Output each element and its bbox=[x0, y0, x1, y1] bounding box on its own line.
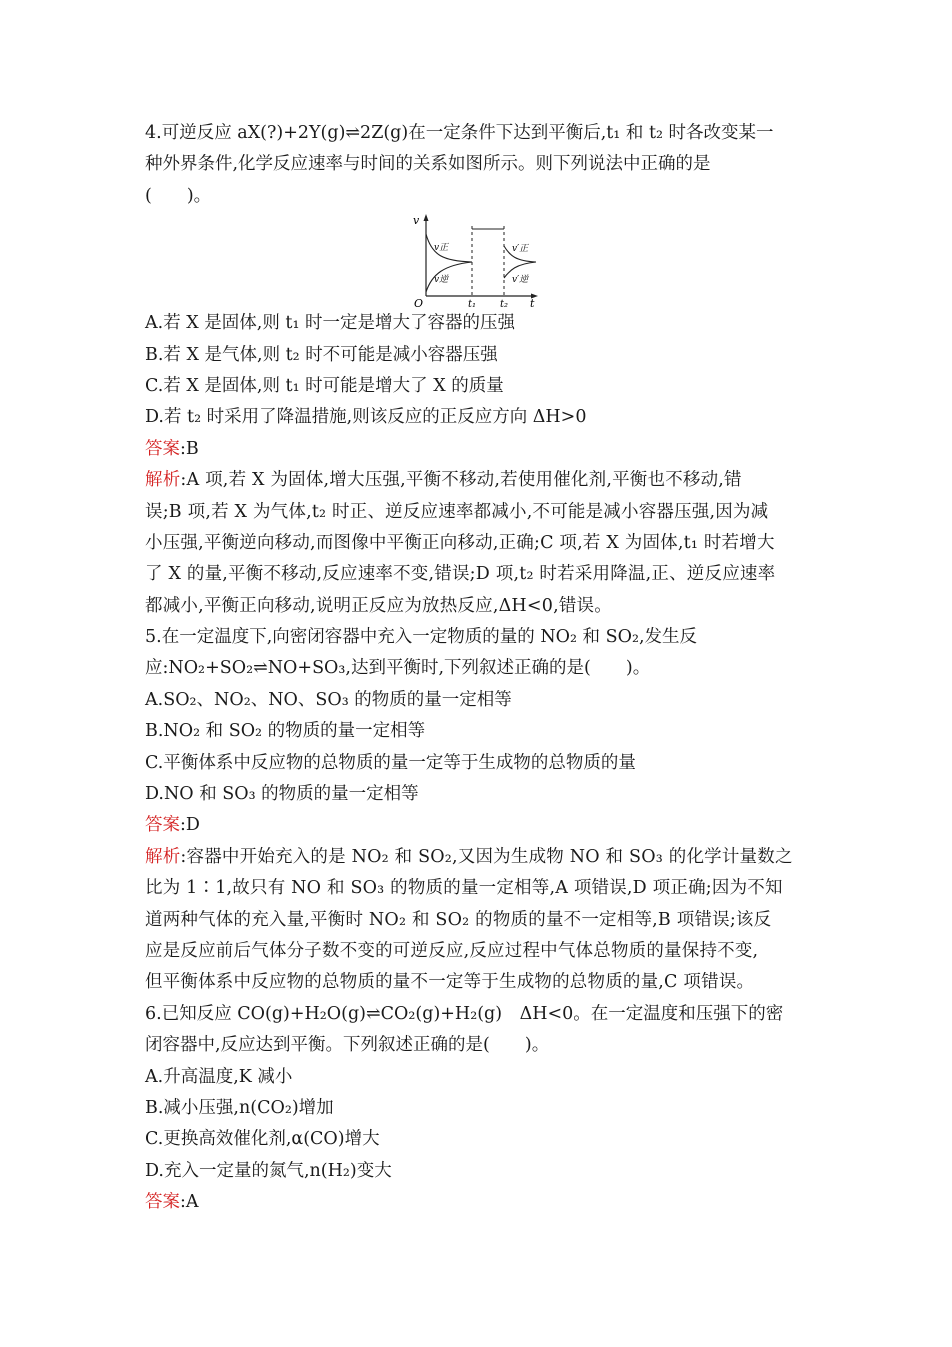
x-axis-label: t bbox=[530, 297, 535, 309]
v-forward-prime-label: v′正 bbox=[512, 244, 529, 255]
q5-stem-line-2: 应:NO₂+SO₂⇌NO+SO₃,达到平衡时,下列叙述正确的是( )。 bbox=[145, 658, 651, 679]
q5-explanation-line-4: 应是反应前后气体分子数不变的可逆反应,反应过程中气体总物质的量保持不变, bbox=[145, 940, 759, 961]
answer-value: :D bbox=[180, 815, 200, 836]
q4-stem-line-1: 4.可逆反应 aX(?)+2Y(g)⇌2Z(g)在一定条件下达到平衡后,t₁ 和 t₂ 时各改变某一 bbox=[145, 123, 774, 143]
q5-answer bbox=[145, 810, 810, 841]
q4-option-b: B.若 X 是气体,则 t₂ 时不可能是减小容器压强 bbox=[145, 344, 498, 365]
rate-time-graph-svg bbox=[410, 212, 540, 308]
q4-explanation-line-5: 都减小,平衡正向移动,说明正反应为放热反应,ΔH<0,错误。 bbox=[145, 595, 612, 616]
q6-option-b: B.减小压强,n(CO₂)增加 bbox=[145, 1097, 334, 1118]
q6-option-a: A.升高温度,K 减小 bbox=[145, 1066, 293, 1087]
v-forward-curve bbox=[426, 234, 472, 262]
q4-explanation-line-4: 了 X 的量,平衡不移动,反应速率不变,错误;D 项,t₂ 时若采用降温,正、逆反应速率 bbox=[145, 564, 776, 585]
origin-label: O bbox=[414, 297, 424, 309]
q4-option-a: A.若 X 是固体,则 t₁ 时一定是增大了容器的压强 bbox=[145, 313, 516, 334]
explanation-text: :容器中开始充入的是 NO₂ 和 SO₂,又因为生成物 NO 和 SO₃ 的化学计量数之 bbox=[180, 846, 793, 867]
answer-value: :A bbox=[180, 1192, 199, 1213]
document-page bbox=[145, 118, 810, 1219]
v-forward-label: v正 bbox=[434, 243, 449, 254]
rate-time-graph bbox=[145, 212, 810, 308]
answer-label: 答案 bbox=[145, 1192, 180, 1213]
q4-option-d: D.若 t₂ 时采用了降温措施,则该反应的正反应方向 ΔH>0 bbox=[145, 407, 587, 428]
q4-explanation-line-1 bbox=[145, 465, 810, 496]
q4-answer bbox=[145, 434, 810, 465]
q5-option-c: C.平衡体系中反应物的总物质的量一定等于生成物的总物质的量 bbox=[145, 752, 636, 773]
q5-option-d: D.NO 和 SO₃ 的物质的量一定相等 bbox=[145, 784, 419, 805]
q6-option-c: C.更换高效催化剂,α(CO)增大 bbox=[145, 1129, 380, 1150]
q4-option-c: C.若 X 是固体,则 t₁ 时可能是增大了 X 的质量 bbox=[145, 375, 504, 396]
q6-stem-line-2: 闭容器中,反应达到平衡。下列叙述正确的是( )。 bbox=[145, 1035, 550, 1056]
explanation-label: 解析 bbox=[145, 470, 181, 491]
answer-label: 答案 bbox=[145, 815, 180, 836]
q4-stem-line-3: ( )。 bbox=[145, 185, 212, 206]
q6-answer bbox=[145, 1187, 810, 1218]
q4-explanation-line-2: 误;B 项,若 X 为气体,t₂ 时正、逆反应速率都减小,不可能是减小容器压强,因为减 bbox=[145, 501, 769, 522]
q6-stem-line-1: 6.已知反应 CO(g)+H₂O(g)⇌CO₂(g)+H₂(g) ΔH<0。在一定温度和压强下的密 bbox=[145, 1003, 784, 1024]
q6-option-d: D.充入一定量的氮气,n(H₂)变大 bbox=[145, 1160, 392, 1181]
answer-value: :B bbox=[180, 438, 199, 459]
v-reverse-prime-label: v′逆 bbox=[512, 275, 529, 286]
q5-explanation-line-1 bbox=[145, 842, 810, 873]
t1-label: t₁ bbox=[468, 299, 477, 309]
y-axis-arrow bbox=[424, 214, 429, 221]
answer-label: 答案 bbox=[145, 438, 180, 459]
v-reverse-label: v逆 bbox=[434, 275, 449, 286]
q5-option-b: B.NO₂ 和 SO₂ 的物质的量一定相等 bbox=[145, 721, 426, 742]
q5-explanation-line-2: 比为 1∶1,故只有 NO 和 SO₃ 的物质的量一定相等,A 项错误,D 项正确;因为不知 bbox=[145, 878, 783, 899]
q5-option-a: A.SO₂、NO₂、NO、SO₃ 的物质的量一定相等 bbox=[145, 689, 512, 710]
q4-stem-line-2: 种外界条件,化学反应速率与时间的关系如图所示。则下列说法中正确的是 bbox=[145, 154, 711, 175]
q5-stem-line-1: 5.在一定温度下,向密闭容器中充入一定物质的量的 NO₂ 和 SO₂,发生反 bbox=[145, 627, 698, 648]
explanation-text: :A 项,若 X 为固体,增大压强,平衡不移动,若使用催化剂,平衡也不移动,错 bbox=[180, 470, 742, 491]
q5-explanation-line-5: 但平衡体系中反应物的总物质的量不一定等于生成物的总物质的量,C 项错误。 bbox=[145, 972, 755, 993]
t2-label: t₂ bbox=[500, 299, 509, 309]
q4-explanation-line-3: 小压强,平衡逆向移动,而图像中平衡正向移动,正确;C 项,若 X 为固体,t₁ 时若增大 bbox=[145, 532, 775, 553]
v-reverse-curve bbox=[426, 262, 472, 292]
q5-explanation-line-3: 道两种气体的充入量,平衡时 NO₂ 和 SO₂ 的物质的量不一定相等,B 项错误;该反 bbox=[145, 909, 772, 930]
explanation-label: 解析 bbox=[145, 846, 181, 867]
y-axis-label: v bbox=[413, 214, 420, 228]
